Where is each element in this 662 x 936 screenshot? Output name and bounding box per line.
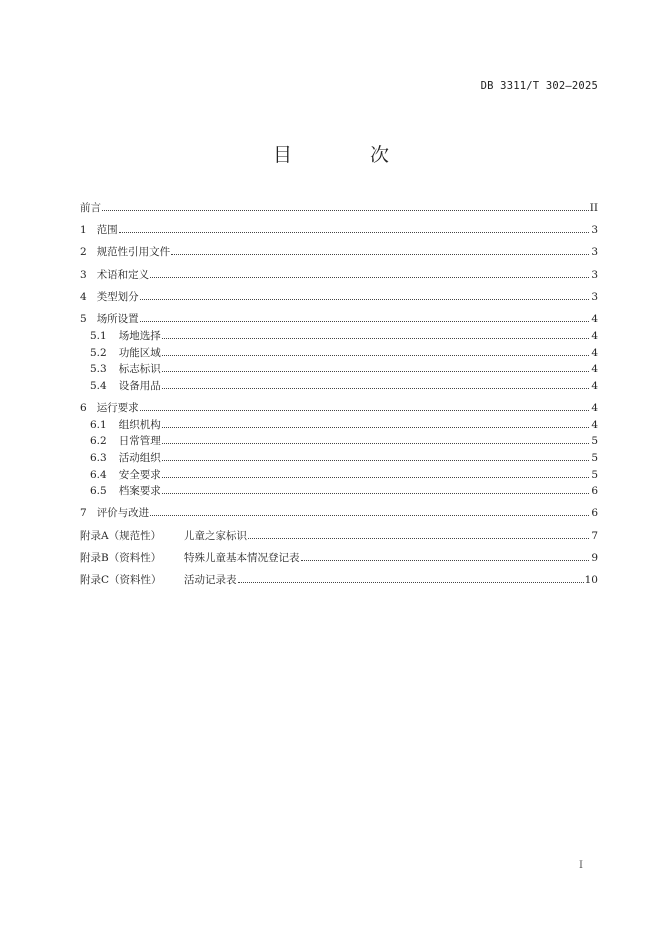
toc-leader-dots <box>301 559 590 561</box>
toc-entry[interactable] <box>80 400 598 416</box>
toc-leader-dots <box>162 476 589 478</box>
toc-entry-title: 类型划分 <box>96 291 139 303</box>
toc-entry-title: 日常管理 <box>118 435 161 447</box>
toc-entry-title: 活动记录表 <box>184 574 237 586</box>
toc-entry-number: 5 <box>80 313 87 325</box>
toc-entry-title: 规范性引用文件 <box>96 246 171 258</box>
toc-entry-number: 6 <box>80 402 87 414</box>
toc-entry-number: 6.2 <box>90 435 107 447</box>
toc-entry[interactable] <box>90 483 598 499</box>
toc-entry-page: II <box>589 202 598 214</box>
toc-entry-title: 功能区域 <box>118 347 161 359</box>
toc-entry-title: 术语和定义 <box>96 269 150 281</box>
toc-entry-number: 1 <box>80 224 87 236</box>
toc-title: 目 次 <box>272 144 426 166</box>
toc-entry-page: 5 <box>591 469 598 481</box>
toc-entry-number: 5.2 <box>90 347 107 359</box>
toc-appendix-label: 附录B（资料性） <box>80 552 162 564</box>
toc-entry-page: 3 <box>591 224 598 236</box>
toc-entry[interactable] <box>90 417 598 433</box>
toc-entry-title: 儿童之家标识 <box>184 530 247 542</box>
toc-entry-page: 10 <box>584 574 598 586</box>
toc-leader-dots <box>119 231 589 233</box>
toc-leader-dots <box>150 276 589 278</box>
toc-leader-dots <box>238 581 584 583</box>
toc-entry-page: 6 <box>591 485 598 497</box>
toc-entry-number: 6.1 <box>90 419 107 431</box>
toc-entry-title: 档案要求 <box>118 485 161 497</box>
toc-entry-title: 标志标识 <box>118 363 161 375</box>
toc-entry-page: 9 <box>591 552 598 564</box>
toc-entry-page: 5 <box>591 435 598 447</box>
toc-entry-title: 前言 <box>80 202 101 214</box>
toc-appendix-label: 附录A（规范性） <box>80 530 162 542</box>
toc-leader-dots <box>162 337 589 339</box>
toc-entry-page: 5 <box>591 452 598 464</box>
toc-entry-number: 5.1 <box>90 330 107 342</box>
toc-leader-dots <box>150 514 589 516</box>
toc-leader-dots <box>162 426 589 428</box>
toc-leader-dots <box>248 537 589 539</box>
toc-entry-number: 2 <box>80 246 87 258</box>
toc-entry-title: 范围 <box>96 224 118 236</box>
toc-entry[interactable] <box>80 244 598 260</box>
toc-entry[interactable] <box>90 467 598 483</box>
toc-entry-page: 4 <box>591 313 598 325</box>
toc-entry[interactable] <box>80 311 598 327</box>
toc-entry-title: 运行要求 <box>96 402 139 414</box>
toc-entry-title: 设备用品 <box>118 380 161 392</box>
toc-entry-number: 6.4 <box>90 469 107 481</box>
toc-leader-dots <box>162 442 589 444</box>
toc-entry-page: 4 <box>591 330 598 342</box>
toc-entry-page: 4 <box>591 380 598 392</box>
toc-leader-dots <box>162 370 589 372</box>
toc-entry-page: 4 <box>591 347 598 359</box>
toc-entry-number: 4 <box>80 291 87 303</box>
toc-entry-page: 6 <box>591 507 598 519</box>
toc-entry-page: 3 <box>591 269 598 281</box>
toc-entry-title: 组织机构 <box>118 419 161 431</box>
toc-entry[interactable] <box>90 450 598 466</box>
toc-entry-title: 场所设置 <box>96 313 139 325</box>
toc-entry[interactable] <box>90 328 598 344</box>
toc-leader-dots <box>140 320 589 322</box>
toc-leader-dots <box>162 459 589 461</box>
toc-entry-title: 活动组织 <box>118 452 161 464</box>
toc-entry-number: 5.3 <box>90 363 107 375</box>
toc-entry[interactable] <box>90 345 598 361</box>
standard-code: DB 3311/T 302—2025 <box>480 80 598 92</box>
toc-leader-dots <box>162 492 589 494</box>
toc-entry-number: 6.5 <box>90 485 107 497</box>
toc-entry[interactable] <box>80 505 598 521</box>
toc-entry[interactable] <box>80 528 598 544</box>
toc-entry-page: 4 <box>591 402 598 414</box>
toc-entry-page: 4 <box>591 363 598 375</box>
page-number: I <box>579 860 583 871</box>
toc-entry-page: 7 <box>591 530 598 542</box>
toc-leader-dots <box>162 387 589 389</box>
toc-leader-dots <box>171 253 589 255</box>
toc-leader-dots <box>140 409 589 411</box>
toc-entry-number: 7 <box>80 507 87 519</box>
toc-entry-page: 3 <box>591 291 598 303</box>
toc-entry[interactable] <box>90 361 598 377</box>
toc-entry-title: 场地选择 <box>118 330 161 342</box>
toc-leader-dots <box>102 209 589 211</box>
toc-entry-title: 特殊儿童基本情况登记表 <box>184 552 300 564</box>
toc-entry[interactable] <box>80 222 598 238</box>
toc-entry[interactable] <box>80 572 598 588</box>
toc-leader-dots <box>162 354 589 356</box>
toc-appendix-label: 附录C（资料性） <box>80 574 162 586</box>
toc-entry[interactable] <box>90 433 598 449</box>
toc-entry-title: 安全要求 <box>118 469 161 481</box>
toc-entry-number: 5.4 <box>90 380 107 392</box>
toc-entry-page: 3 <box>591 246 598 258</box>
toc-leader-dots <box>140 298 589 300</box>
toc-entry[interactable] <box>80 550 598 566</box>
toc-entry[interactable] <box>80 267 598 283</box>
toc-entry-title: 评价与改进 <box>96 507 150 519</box>
toc-entry-number: 3 <box>80 269 87 281</box>
toc-entry[interactable] <box>80 289 598 305</box>
toc-entry-page: 4 <box>591 419 598 431</box>
toc-entry[interactable] <box>80 200 598 216</box>
toc-entry-number: 6.3 <box>90 452 107 464</box>
toc-entry[interactable] <box>90 378 598 394</box>
